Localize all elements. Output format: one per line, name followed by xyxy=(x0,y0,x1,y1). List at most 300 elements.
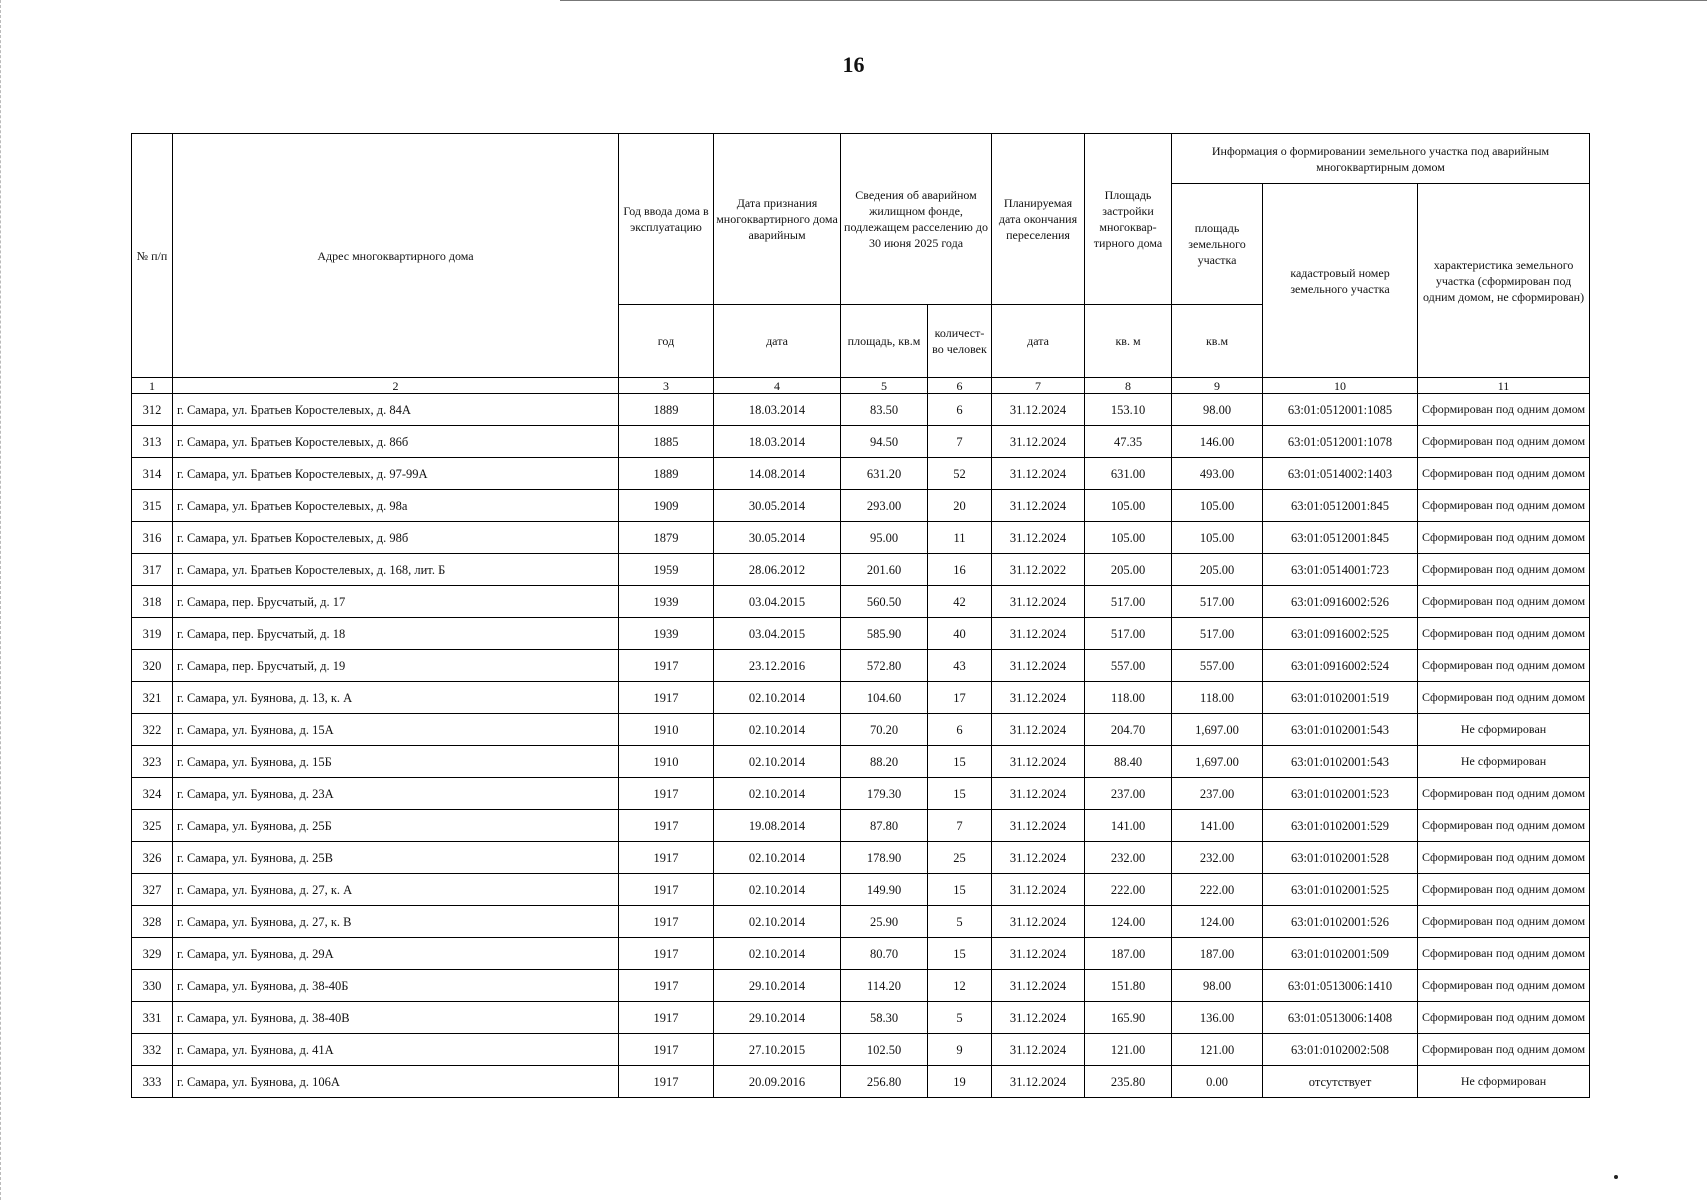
row-land-area: 136.00 xyxy=(1172,1002,1263,1034)
emergency-housing-table xyxy=(131,133,1590,1098)
row-planned-date: 31.12.2024 xyxy=(992,522,1085,554)
row-people: 43 xyxy=(928,650,992,682)
row-fund-area: 114.20 xyxy=(841,970,928,1002)
row-year: 1939 xyxy=(619,618,714,650)
row-land-characteristic: Сформирован под одним домом xyxy=(1418,1034,1590,1066)
row-address: г. Самара, ул. Братьев Коростелевых, д. 97-99А xyxy=(173,458,619,490)
row-build-area: 141.00 xyxy=(1085,810,1172,842)
row-land-characteristic: Сформирован под одним домом xyxy=(1418,586,1590,618)
row-build-area: 88.40 xyxy=(1085,746,1172,778)
row-year: 1885 xyxy=(619,426,714,458)
row-cadastral-number: 63:01:0916002:524 xyxy=(1263,650,1418,682)
row-fund-area: 94.50 xyxy=(841,426,928,458)
row-fund-area: 256.80 xyxy=(841,1066,928,1098)
row-address: г. Самара, ул. Буянова, д. 15А xyxy=(173,714,619,746)
row-planned-date: 31.12.2024 xyxy=(992,1002,1085,1034)
row-date-recognized: 03.04.2015 xyxy=(714,586,841,618)
row-date-recognized: 19.08.2014 xyxy=(714,810,841,842)
row-land-area: 1,697.00 xyxy=(1172,746,1263,778)
row-land-area: 1,697.00 xyxy=(1172,714,1263,746)
unit-build-area: кв. м xyxy=(1085,305,1172,378)
row-address: г. Самара, ул. Буянова, д. 106А xyxy=(173,1066,619,1098)
unit-date: дата xyxy=(714,305,841,378)
row-year: 1889 xyxy=(619,458,714,490)
row-people: 12 xyxy=(928,970,992,1002)
row-land-characteristic: Сформирован под одним домом xyxy=(1418,938,1590,970)
table-body xyxy=(132,394,1590,1098)
row-people: 42 xyxy=(928,586,992,618)
row-build-area: 165.90 xyxy=(1085,1002,1172,1034)
table-row xyxy=(132,810,1590,842)
row-address: г. Самара, ул. Братьев Коростелевых, д. 98а xyxy=(173,490,619,522)
row-date-recognized: 27.10.2015 xyxy=(714,1034,841,1066)
row-land-characteristic: Сформирован под одним домом xyxy=(1418,490,1590,522)
row-build-area: 151.80 xyxy=(1085,970,1172,1002)
row-year: 1917 xyxy=(619,1066,714,1098)
row-date-recognized: 02.10.2014 xyxy=(714,874,841,906)
row-fund-area: 102.50 xyxy=(841,1034,928,1066)
row-land-characteristic: Сформирован под одним домом xyxy=(1418,650,1590,682)
table-row xyxy=(132,458,1590,490)
table-row xyxy=(132,554,1590,586)
row-people: 7 xyxy=(928,426,992,458)
row-date-recognized: 29.10.2014 xyxy=(714,1002,841,1034)
row-land-characteristic: Не сформирован xyxy=(1418,746,1590,778)
row-land-area: 105.00 xyxy=(1172,522,1263,554)
column-number: 2 xyxy=(173,378,619,394)
row-land-characteristic: Сформирован под одним домом xyxy=(1418,522,1590,554)
row-number: 315 xyxy=(132,490,173,522)
row-cadastral-number: 63:01:0102001:543 xyxy=(1263,714,1418,746)
row-planned-date: 31.12.2022 xyxy=(992,554,1085,586)
column-number: 7 xyxy=(992,378,1085,394)
row-address: г. Самара, ул. Братьев Коростелевых, д. 168, лит. Б xyxy=(173,554,619,586)
row-fund-area: 560.50 xyxy=(841,586,928,618)
row-date-recognized: 18.03.2014 xyxy=(714,394,841,426)
row-people: 16 xyxy=(928,554,992,586)
row-address: г. Самара, пер. Брусчатый, д. 17 xyxy=(173,586,619,618)
row-number: 318 xyxy=(132,586,173,618)
row-build-area: 235.80 xyxy=(1085,1066,1172,1098)
row-land-characteristic: Сформирован под одним домом xyxy=(1418,842,1590,874)
row-number: 314 xyxy=(132,458,173,490)
row-number: 313 xyxy=(132,426,173,458)
table-row xyxy=(132,842,1590,874)
row-fund-area: 88.20 xyxy=(841,746,928,778)
row-date-recognized: 02.10.2014 xyxy=(714,842,841,874)
row-address: г. Самара, пер. Брусчатый, д. 19 xyxy=(173,650,619,682)
row-build-area: 631.00 xyxy=(1085,458,1172,490)
row-number: 317 xyxy=(132,554,173,586)
row-year: 1909 xyxy=(619,490,714,522)
unit-land-area: кв.м xyxy=(1172,305,1263,378)
row-number: 323 xyxy=(132,746,173,778)
column-number: 5 xyxy=(841,378,928,394)
row-land-characteristic: Сформирован под одним домом xyxy=(1418,618,1590,650)
row-land-area: 146.00 xyxy=(1172,426,1263,458)
row-date-recognized: 03.04.2015 xyxy=(714,618,841,650)
row-land-characteristic: Сформирован под одним домом xyxy=(1418,394,1590,426)
unit-area: площадь, кв.м xyxy=(841,305,928,378)
row-cadastral-number: 63:01:0916002:526 xyxy=(1263,586,1418,618)
row-land-characteristic: Сформирован под одним домом xyxy=(1418,906,1590,938)
header-year: Год ввода дома в эксплуатацию xyxy=(619,134,714,305)
unit-planned-date: дата xyxy=(992,305,1085,378)
row-date-recognized: 02.10.2014 xyxy=(714,682,841,714)
row-planned-date: 31.12.2024 xyxy=(992,810,1085,842)
table-row xyxy=(132,426,1590,458)
header-num: № п/п xyxy=(132,134,173,378)
row-build-area: 124.00 xyxy=(1085,906,1172,938)
row-date-recognized: 29.10.2014 xyxy=(714,970,841,1002)
row-number: 321 xyxy=(132,682,173,714)
column-number: 4 xyxy=(714,378,841,394)
row-address: г. Самара, ул. Буянова, д. 13, к. А xyxy=(173,682,619,714)
row-date-recognized: 02.10.2014 xyxy=(714,938,841,970)
row-fund-area: 87.80 xyxy=(841,810,928,842)
row-land-area: 121.00 xyxy=(1172,1034,1263,1066)
row-year: 1917 xyxy=(619,970,714,1002)
page-number: 16 xyxy=(842,52,865,77)
row-cadastral-number: 63:01:0102001:519 xyxy=(1263,682,1418,714)
row-people: 6 xyxy=(928,714,992,746)
row-address: г. Самара, ул. Братьев Коростелевых, д. 84А xyxy=(173,394,619,426)
column-number: 1 xyxy=(132,378,173,394)
row-people: 9 xyxy=(928,1034,992,1066)
row-fund-area: 631.20 xyxy=(841,458,928,490)
column-number: 9 xyxy=(1172,378,1263,394)
row-land-area: 98.00 xyxy=(1172,970,1263,1002)
row-land-area: 205.00 xyxy=(1172,554,1263,586)
row-fund-area: 179.30 xyxy=(841,778,928,810)
table-row xyxy=(132,682,1590,714)
row-date-recognized: 23.12.2016 xyxy=(714,650,841,682)
row-year: 1917 xyxy=(619,842,714,874)
row-build-area: 204.70 xyxy=(1085,714,1172,746)
row-number: 332 xyxy=(132,1034,173,1066)
row-land-area: 124.00 xyxy=(1172,906,1263,938)
row-date-recognized: 02.10.2014 xyxy=(714,714,841,746)
scan-left-edge xyxy=(0,0,1,1200)
row-date-recognized: 14.08.2014 xyxy=(714,458,841,490)
row-land-characteristic: Сформирован под одним домом xyxy=(1418,874,1590,906)
row-fund-area: 201.60 xyxy=(841,554,928,586)
row-planned-date: 31.12.2024 xyxy=(992,970,1085,1002)
row-address: г. Самара, ул. Буянова, д. 25Б xyxy=(173,810,619,842)
row-fund-area: 95.00 xyxy=(841,522,928,554)
row-people: 40 xyxy=(928,618,992,650)
table-row xyxy=(132,618,1590,650)
row-date-recognized: 30.05.2014 xyxy=(714,490,841,522)
table-row xyxy=(132,1066,1590,1098)
row-number: 330 xyxy=(132,970,173,1002)
row-build-area: 105.00 xyxy=(1085,522,1172,554)
row-cadastral-number: 63:01:0512001:845 xyxy=(1263,490,1418,522)
row-cadastral-number: 63:01:0514002:1403 xyxy=(1263,458,1418,490)
row-planned-date: 31.12.2024 xyxy=(992,1066,1085,1098)
row-people: 5 xyxy=(928,1002,992,1034)
row-number: 324 xyxy=(132,778,173,810)
row-people: 25 xyxy=(928,842,992,874)
row-fund-area: 25.90 xyxy=(841,906,928,938)
row-land-area: 493.00 xyxy=(1172,458,1263,490)
row-number: 329 xyxy=(132,938,173,970)
row-cadastral-number: 63:01:0514001:723 xyxy=(1263,554,1418,586)
row-number: 322 xyxy=(132,714,173,746)
table-row xyxy=(132,1002,1590,1034)
row-planned-date: 31.12.2024 xyxy=(992,874,1085,906)
row-number: 326 xyxy=(132,842,173,874)
row-cadastral-number: 63:01:0102001:528 xyxy=(1263,842,1418,874)
row-people: 5 xyxy=(928,906,992,938)
row-land-characteristic: Сформирован под одним домом xyxy=(1418,810,1590,842)
row-planned-date: 31.12.2024 xyxy=(992,426,1085,458)
row-address: г. Самара, ул. Буянова, д. 29А xyxy=(173,938,619,970)
column-number: 11 xyxy=(1418,378,1590,394)
row-number: 328 xyxy=(132,906,173,938)
unit-people: количест-во человек xyxy=(928,305,992,378)
row-planned-date: 31.12.2024 xyxy=(992,682,1085,714)
table-row xyxy=(132,970,1590,1002)
row-planned-date: 31.12.2024 xyxy=(992,906,1085,938)
header-land-area: площадь земельного участка xyxy=(1172,184,1263,305)
row-address: г. Самара, ул. Буянова, д. 23А xyxy=(173,778,619,810)
row-people: 15 xyxy=(928,746,992,778)
row-land-characteristic: Сформирован под одним домом xyxy=(1418,1002,1590,1034)
row-people: 7 xyxy=(928,810,992,842)
table-row xyxy=(132,906,1590,938)
row-number: 316 xyxy=(132,522,173,554)
row-land-area: 118.00 xyxy=(1172,682,1263,714)
header-address: Адрес многоквартирного дома xyxy=(173,134,619,378)
row-fund-area: 149.90 xyxy=(841,874,928,906)
column-number: 3 xyxy=(619,378,714,394)
row-fund-area: 293.00 xyxy=(841,490,928,522)
row-planned-date: 31.12.2024 xyxy=(992,1034,1085,1066)
row-number: 320 xyxy=(132,650,173,682)
row-planned-date: 31.12.2024 xyxy=(992,714,1085,746)
header-planned-date: Планируемая дата окончания переселения xyxy=(992,134,1085,305)
row-cadastral-number: 63:01:0102001:543 xyxy=(1263,746,1418,778)
row-cadastral-number: 63:01:0513006:1408 xyxy=(1263,1002,1418,1034)
row-address: г. Самара, ул. Буянова, д. 41А xyxy=(173,1034,619,1066)
row-land-area: 237.00 xyxy=(1172,778,1263,810)
row-cadastral-number: отсутствует xyxy=(1263,1066,1418,1098)
row-planned-date: 31.12.2024 xyxy=(992,842,1085,874)
row-people: 15 xyxy=(928,938,992,970)
row-number: 331 xyxy=(132,1002,173,1034)
row-year: 1917 xyxy=(619,1002,714,1034)
row-date-recognized: 02.10.2014 xyxy=(714,746,841,778)
row-build-area: 121.00 xyxy=(1085,1034,1172,1066)
row-land-characteristic: Сформирован под одним домом xyxy=(1418,970,1590,1002)
row-land-area: 517.00 xyxy=(1172,586,1263,618)
row-year: 1959 xyxy=(619,554,714,586)
table-row xyxy=(132,1034,1590,1066)
row-number: 333 xyxy=(132,1066,173,1098)
row-fund-area: 104.60 xyxy=(841,682,928,714)
row-planned-date: 31.12.2024 xyxy=(992,778,1085,810)
column-number: 10 xyxy=(1263,378,1418,394)
row-cadastral-number: 63:01:0102001:526 xyxy=(1263,906,1418,938)
row-date-recognized: 02.10.2014 xyxy=(714,906,841,938)
row-date-recognized: 20.09.2016 xyxy=(714,1066,841,1098)
header-cadastral: кадастровый номер земельного участка xyxy=(1263,184,1418,378)
row-number: 312 xyxy=(132,394,173,426)
row-people: 52 xyxy=(928,458,992,490)
row-people: 15 xyxy=(928,778,992,810)
row-build-area: 205.00 xyxy=(1085,554,1172,586)
unit-year: год xyxy=(619,305,714,378)
row-build-area: 222.00 xyxy=(1085,874,1172,906)
row-address: г. Самара, ул. Буянова, д. 27, к. А xyxy=(173,874,619,906)
header-characteristic: характеристика земельного участка (сформирован под одним домом, не сформирован) xyxy=(1418,184,1590,378)
scan-top-edge xyxy=(560,0,1707,1)
header-fund-group: Сведения об аварийном жилищном фонде, подлежащем расселению до 30 июня 2025 года xyxy=(841,134,992,305)
row-people: 6 xyxy=(928,394,992,426)
row-cadastral-number: 63:01:0102001:523 xyxy=(1263,778,1418,810)
row-build-area: 517.00 xyxy=(1085,618,1172,650)
row-build-area: 153.10 xyxy=(1085,394,1172,426)
row-land-area: 232.00 xyxy=(1172,842,1263,874)
row-cadastral-number: 63:01:0102001:529 xyxy=(1263,810,1418,842)
row-planned-date: 31.12.2024 xyxy=(992,394,1085,426)
row-planned-date: 31.12.2024 xyxy=(992,746,1085,778)
row-address: г. Самара, пер. Брусчатый, д. 18 xyxy=(173,618,619,650)
row-address: г. Самара, ул. Буянова, д. 15Б xyxy=(173,746,619,778)
row-people: 19 xyxy=(928,1066,992,1098)
column-number: 8 xyxy=(1085,378,1172,394)
row-land-characteristic: Сформирован под одним домом xyxy=(1418,426,1590,458)
header-date-recognized: Дата признания многоквартирного дома аварийным xyxy=(714,134,841,305)
row-land-characteristic: Сформирован под одним домом xyxy=(1418,778,1590,810)
row-build-area: 557.00 xyxy=(1085,650,1172,682)
row-cadastral-number: 63:01:0102001:525 xyxy=(1263,874,1418,906)
row-year: 1917 xyxy=(619,810,714,842)
table-row xyxy=(132,778,1590,810)
row-year: 1917 xyxy=(619,874,714,906)
row-address: г. Самара, ул. Братьев Коростелевых, д. 98б xyxy=(173,522,619,554)
row-land-area: 187.00 xyxy=(1172,938,1263,970)
row-address: г. Самара, ул. Братьев Коростелевых, д. 86б xyxy=(173,426,619,458)
row-year: 1939 xyxy=(619,586,714,618)
row-fund-area: 83.50 xyxy=(841,394,928,426)
row-land-area: 222.00 xyxy=(1172,874,1263,906)
row-cadastral-number: 63:01:0512001:1078 xyxy=(1263,426,1418,458)
table-row xyxy=(132,650,1590,682)
row-fund-area: 572.80 xyxy=(841,650,928,682)
row-year: 1889 xyxy=(619,394,714,426)
row-year: 1917 xyxy=(619,682,714,714)
row-planned-date: 31.12.2024 xyxy=(992,586,1085,618)
row-fund-area: 178.90 xyxy=(841,842,928,874)
table-row xyxy=(132,522,1590,554)
row-number: 319 xyxy=(132,618,173,650)
row-number: 327 xyxy=(132,874,173,906)
row-people: 11 xyxy=(928,522,992,554)
row-land-area: 141.00 xyxy=(1172,810,1263,842)
row-date-recognized: 02.10.2014 xyxy=(714,778,841,810)
row-land-characteristic: Не сформирован xyxy=(1418,714,1590,746)
row-build-area: 187.00 xyxy=(1085,938,1172,970)
row-address: г. Самара, ул. Буянова, д. 38-40В xyxy=(173,1002,619,1034)
row-people: 15 xyxy=(928,874,992,906)
row-date-recognized: 30.05.2014 xyxy=(714,522,841,554)
row-cadastral-number: 63:01:0916002:525 xyxy=(1263,618,1418,650)
row-fund-area: 585.90 xyxy=(841,618,928,650)
row-people: 20 xyxy=(928,490,992,522)
table-row xyxy=(132,714,1590,746)
row-land-characteristic: Сформирован под одним домом xyxy=(1418,554,1590,586)
row-address: г. Самара, ул. Буянова, д. 25В xyxy=(173,842,619,874)
row-build-area: 105.00 xyxy=(1085,490,1172,522)
table-row xyxy=(132,938,1590,970)
table-row xyxy=(132,874,1590,906)
row-land-area: 517.00 xyxy=(1172,618,1263,650)
row-year: 1917 xyxy=(619,778,714,810)
header-build-area: Площадь застройки многоквар-тирного дома xyxy=(1085,134,1172,305)
row-cadastral-number: 63:01:0102002:508 xyxy=(1263,1034,1418,1066)
row-land-characteristic: Не сформирован xyxy=(1418,1066,1590,1098)
row-year: 1910 xyxy=(619,714,714,746)
row-address: г. Самара, ул. Буянова, д. 38-40Б xyxy=(173,970,619,1002)
row-land-area: 105.00 xyxy=(1172,490,1263,522)
row-fund-area: 58.30 xyxy=(841,1002,928,1034)
table-row xyxy=(132,394,1590,426)
row-year: 1917 xyxy=(619,650,714,682)
row-land-characteristic: Сформирован под одним домом xyxy=(1418,458,1590,490)
row-planned-date: 31.12.2024 xyxy=(992,938,1085,970)
row-planned-date: 31.12.2024 xyxy=(992,490,1085,522)
header-land-group: Информация о формировании земельного участка под аварийным многоквартирным домом xyxy=(1172,134,1590,184)
row-cadastral-number: 63:01:0512001:1085 xyxy=(1263,394,1418,426)
row-build-area: 237.00 xyxy=(1085,778,1172,810)
row-cadastral-number: 63:01:0513006:1410 xyxy=(1263,970,1418,1002)
column-number: 6 xyxy=(928,378,992,394)
row-planned-date: 31.12.2024 xyxy=(992,650,1085,682)
row-year: 1917 xyxy=(619,938,714,970)
row-address: г. Самара, ул. Буянова, д. 27, к. В xyxy=(173,906,619,938)
row-fund-area: 70.20 xyxy=(841,714,928,746)
row-year: 1879 xyxy=(619,522,714,554)
row-cadastral-number: 63:01:0102001:509 xyxy=(1263,938,1418,970)
row-date-recognized: 18.03.2014 xyxy=(714,426,841,458)
row-cadastral-number: 63:01:0512001:845 xyxy=(1263,522,1418,554)
row-year: 1917 xyxy=(619,906,714,938)
row-date-recognized: 28.06.2012 xyxy=(714,554,841,586)
row-year: 1910 xyxy=(619,746,714,778)
row-land-area: 0.00 xyxy=(1172,1066,1263,1098)
row-people: 17 xyxy=(928,682,992,714)
row-build-area: 118.00 xyxy=(1085,682,1172,714)
row-land-area: 98.00 xyxy=(1172,394,1263,426)
row-planned-date: 31.12.2024 xyxy=(992,618,1085,650)
column-number-row xyxy=(132,378,1590,394)
scan-speck xyxy=(1614,1175,1618,1179)
row-build-area: 517.00 xyxy=(1085,586,1172,618)
row-number: 325 xyxy=(132,810,173,842)
table-row xyxy=(132,586,1590,618)
row-fund-area: 80.70 xyxy=(841,938,928,970)
row-planned-date: 31.12.2024 xyxy=(992,458,1085,490)
row-build-area: 47.35 xyxy=(1085,426,1172,458)
row-year: 1917 xyxy=(619,1034,714,1066)
row-land-area: 557.00 xyxy=(1172,650,1263,682)
row-land-characteristic: Сформирован под одним домом xyxy=(1418,682,1590,714)
table-row xyxy=(132,490,1590,522)
table-row xyxy=(132,746,1590,778)
row-build-area: 232.00 xyxy=(1085,842,1172,874)
